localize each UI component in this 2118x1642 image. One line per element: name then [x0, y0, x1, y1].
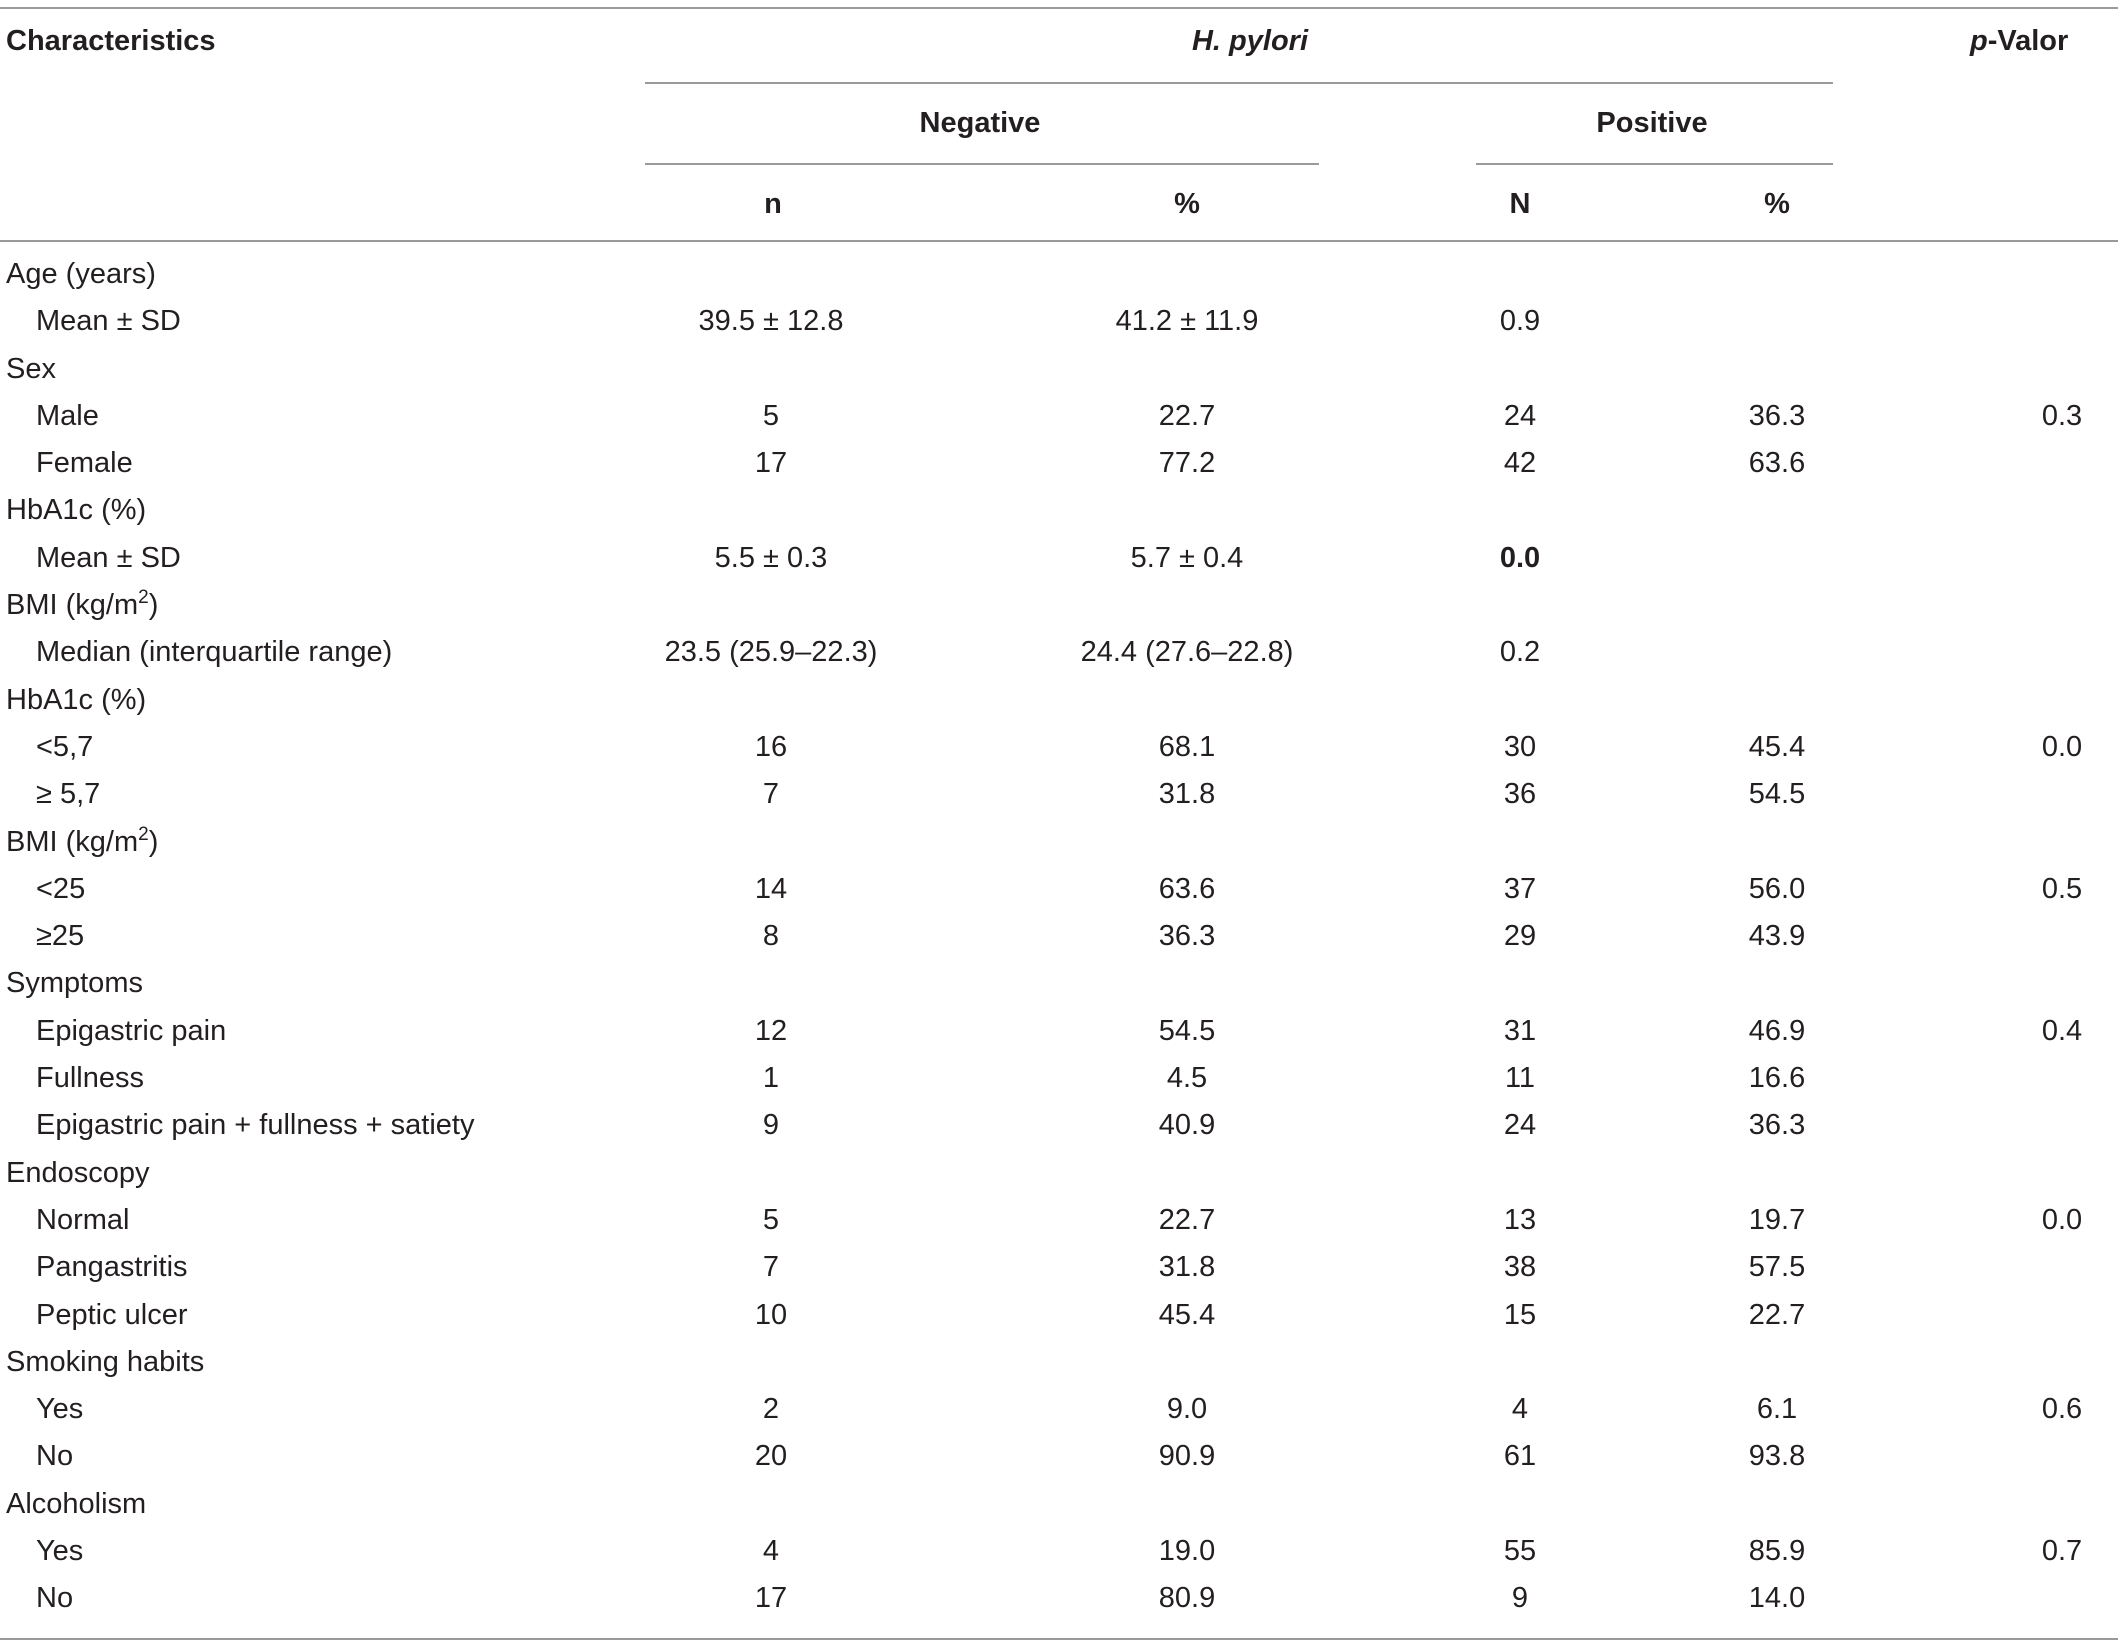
table-row — [0, 298, 2118, 345]
row-label-text: <25 — [36, 872, 86, 905]
row-label — [6, 677, 146, 724]
row-label — [6, 819, 158, 866]
row-label-text: No — [36, 1440, 74, 1473]
table-row — [0, 440, 2118, 487]
table-row — [0, 1292, 2118, 1339]
positive-pct-cell: 56.0 — [1748, 872, 1806, 905]
header-negative: Negative — [919, 107, 1041, 139]
positive-n-cell: 15 — [1503, 1298, 1537, 1331]
row-label — [36, 771, 100, 818]
row-label — [36, 440, 133, 487]
positive-n-cell: 42 — [1503, 447, 1537, 480]
negative-n-cell: 1 — [762, 1062, 780, 1095]
row-label — [36, 1386, 83, 1433]
row-label-text: Symptoms — [6, 967, 143, 1000]
positive-n-cell: 0.0 — [1499, 541, 1541, 574]
row-label — [36, 1055, 144, 1102]
negative-n-cell: 23.5 (25.9–22.3) — [664, 636, 878, 669]
row-label-text: No — [36, 1582, 74, 1615]
negative-pct-cell: 22.7 — [1158, 399, 1216, 432]
table-row — [0, 866, 2118, 913]
table-row — [0, 1528, 2118, 1575]
row-label — [36, 1528, 83, 1575]
negative-pct-cell: 90.9 — [1158, 1440, 1216, 1473]
negative-pct-cell: 31.8 — [1158, 1251, 1216, 1284]
row-label-text: Median (interquartile range) — [36, 636, 393, 669]
row-label — [6, 960, 143, 1007]
positive-n-cell: 13 — [1503, 1203, 1537, 1236]
negative-pct-cell: 4.5 — [1166, 1062, 1208, 1095]
negative-pct-cell: 31.8 — [1158, 778, 1216, 811]
row-label-text: Normal — [36, 1203, 130, 1236]
row-label-text: <5,7 — [36, 730, 94, 763]
row-label-text: Pangastritis — [36, 1251, 188, 1284]
positive-n-cell: 24 — [1503, 1109, 1537, 1142]
negative-n-cell: 39.5 ± 12.8 — [698, 305, 844, 338]
header-negative-pct: % — [1174, 188, 1200, 220]
row-label-text: Mean ± SD — [36, 541, 181, 574]
p-value-cell: 0.4 — [2041, 1014, 2083, 1047]
negative-n-cell: 17 — [754, 1582, 788, 1615]
p-value-cell: 0.0 — [2041, 1203, 2083, 1236]
positive-n-cell: 30 — [1503, 730, 1537, 763]
row-label — [6, 346, 56, 393]
table-section-row — [0, 487, 2118, 534]
table-row — [0, 1197, 2118, 1244]
positive-n-cell: 11 — [1504, 1062, 1536, 1095]
header-bottom-rule — [0, 240, 2118, 242]
negative-n-cell: 12 — [754, 1014, 788, 1047]
table-row — [0, 913, 2118, 960]
row-label-text: Peptic ulcer — [36, 1298, 188, 1331]
header-h-pylori — [1050, 24, 1450, 58]
positive-n-cell: 61 — [1503, 1440, 1537, 1473]
header-h-pylori-text: H. pylori — [1191, 25, 1308, 57]
negative-n-cell: 14 — [754, 872, 788, 905]
row-label-text: HbA1c (%) — [6, 494, 147, 527]
table-section-row — [0, 960, 2118, 1007]
table-row — [0, 1386, 2118, 1433]
table-section-row — [0, 1339, 2118, 1386]
row-label-tail: ) — [148, 825, 159, 858]
negative-n-cell: 7 — [762, 1251, 780, 1284]
negative-n-cell: 8 — [762, 920, 780, 953]
row-label — [36, 1008, 226, 1055]
table-row — [0, 1102, 2118, 1149]
positive-pct-cell: 14.0 — [1748, 1582, 1806, 1615]
table-row — [0, 1575, 2118, 1622]
table-top-rule — [0, 7, 2118, 9]
positive-pct-cell: 6.1 — [1756, 1393, 1798, 1426]
row-label — [36, 1292, 188, 1339]
negative-pct-cell: 36.3 — [1158, 920, 1216, 953]
positive-n-cell: 29 — [1503, 920, 1537, 953]
negative-pct-cell: 80.9 — [1158, 1582, 1216, 1615]
negative-n-cell: 5 — [762, 1203, 780, 1236]
table-body — [0, 251, 2118, 1623]
positive-n-cell: 36 — [1503, 778, 1537, 811]
negative-pct-cell: 54.5 — [1158, 1014, 1216, 1047]
negative-n-cell: 2 — [762, 1393, 780, 1426]
row-label-text: Epigastric pain — [36, 1014, 227, 1047]
table-row — [0, 1008, 2118, 1055]
row-label — [36, 913, 84, 960]
row-label — [6, 251, 156, 298]
header-positive: Positive — [1596, 107, 1708, 139]
row-label — [36, 629, 392, 676]
table-section-row — [0, 1150, 2118, 1197]
negative-pct-cell: 5.7 ± 0.4 — [1130, 541, 1244, 574]
row-label — [6, 1150, 150, 1197]
positive-pct-cell: 85.9 — [1748, 1535, 1806, 1568]
table-section-row — [0, 251, 2118, 298]
p-value-cell: 0.6 — [2041, 1393, 2083, 1426]
row-label — [36, 1244, 188, 1291]
table-row — [0, 393, 2118, 440]
positive-group-rule — [1476, 163, 1833, 165]
row-label-superscript: 2 — [138, 587, 149, 609]
positive-pct-cell: 36.3 — [1748, 399, 1806, 432]
p-value-cell: 0.5 — [2041, 872, 2083, 905]
table-bottom-rule — [0, 1638, 2118, 1640]
row-label-text: BMI (kg/m — [6, 589, 139, 622]
positive-n-cell: 55 — [1503, 1535, 1537, 1568]
table-section-row — [0, 582, 2118, 629]
positive-pct-cell: 45.4 — [1748, 730, 1806, 763]
table-row — [0, 724, 2118, 771]
positive-pct-cell: 54.5 — [1748, 778, 1806, 811]
row-label-text: HbA1c (%) — [6, 683, 147, 716]
row-label-text: Yes — [36, 1535, 84, 1568]
row-label — [36, 393, 99, 440]
row-label — [6, 582, 158, 629]
negative-n-cell: 7 — [762, 778, 780, 811]
row-label-text: Mean ± SD — [36, 305, 181, 338]
positive-pct-cell: 93.8 — [1748, 1440, 1806, 1473]
positive-pct-cell: 57.5 — [1748, 1251, 1806, 1284]
table-section-row — [0, 1481, 2118, 1528]
row-label — [36, 298, 181, 345]
positive-n-cell: 24 — [1503, 399, 1537, 432]
negative-pct-cell: 41.2 ± 11.9 — [1115, 305, 1259, 338]
negative-n-cell: 5.5 ± 0.3 — [714, 541, 828, 574]
row-label — [6, 1481, 146, 1528]
negative-pct-cell: 63.6 — [1158, 872, 1216, 905]
table-row — [0, 535, 2118, 582]
positive-n-cell: 38 — [1503, 1251, 1537, 1284]
negative-pct-cell: 9.0 — [1166, 1393, 1208, 1426]
row-label-text: Smoking habits — [6, 1345, 205, 1378]
negative-n-cell: 5 — [762, 399, 780, 432]
positive-n-cell: 37 — [1503, 872, 1537, 905]
table-section-row — [0, 677, 2118, 724]
positive-pct-cell: 63.6 — [1748, 447, 1806, 480]
header-p-italic: p — [1970, 25, 1988, 57]
negative-n-cell: 9 — [762, 1109, 780, 1142]
negative-n-cell: 17 — [754, 447, 788, 480]
negative-pct-cell: 19.0 — [1158, 1535, 1216, 1568]
positive-pct-cell: 16.6 — [1748, 1062, 1806, 1095]
negative-group-rule — [645, 163, 1319, 165]
negative-pct-cell: 45.4 — [1158, 1298, 1216, 1331]
row-label-text: Fullness — [36, 1062, 144, 1095]
row-label-text: Female — [36, 447, 133, 480]
h-pylori-group-rule — [645, 82, 1833, 84]
table-row — [0, 771, 2118, 818]
p-value-cell: 0.3 — [2041, 399, 2083, 432]
table-row — [0, 629, 2118, 676]
positive-n-cell: 31 — [1503, 1014, 1537, 1047]
row-label — [36, 724, 93, 771]
negative-pct-cell: 22.7 — [1158, 1203, 1216, 1236]
header-p-rest: -Valor — [1987, 25, 2069, 57]
header-negative-n: n — [764, 188, 782, 220]
negative-n-cell: 20 — [754, 1440, 788, 1473]
negative-pct-cell: 77.2 — [1158, 447, 1216, 480]
positive-pct-cell: 43.9 — [1748, 920, 1806, 953]
row-label — [36, 1575, 73, 1622]
table-section-row — [0, 346, 2118, 393]
positive-pct-cell: 19.7 — [1748, 1203, 1806, 1236]
row-label-text: ≥25 — [36, 920, 85, 953]
row-label-text: Male — [36, 399, 99, 432]
positive-pct-cell: 22.7 — [1748, 1298, 1806, 1331]
p-value-cell: 0.7 — [2041, 1535, 2083, 1568]
row-label-text: Age (years) — [6, 258, 156, 290]
table-row — [0, 1244, 2118, 1291]
row-label — [36, 1197, 129, 1244]
header-characteristics: Characteristics — [6, 25, 216, 57]
row-label-superscript: 2 — [138, 823, 149, 845]
negative-pct-cell: 40.9 — [1158, 1109, 1216, 1142]
positive-pct-cell: 46.9 — [1748, 1014, 1806, 1047]
positive-n-cell: 0.2 — [1499, 636, 1541, 669]
header-positive-n: N — [1509, 188, 1531, 220]
row-label — [36, 1102, 474, 1149]
positive-n-cell: 4 — [1511, 1393, 1529, 1426]
row-label — [36, 535, 181, 582]
row-label — [36, 1433, 73, 1480]
row-label-text: Yes — [36, 1393, 84, 1426]
table-row — [0, 1433, 2118, 1480]
positive-pct-cell: 36.3 — [1748, 1109, 1806, 1142]
negative-n-cell: 16 — [754, 730, 788, 763]
table-row — [0, 1055, 2118, 1102]
row-label-text: Epigastric pain + fullness + satiety — [36, 1109, 475, 1142]
row-label-text: Sex — [6, 352, 56, 385]
p-value-cell: 0.0 — [2041, 730, 2083, 763]
row-label-text: Endoscopy — [6, 1156, 150, 1189]
row-label — [36, 866, 85, 913]
negative-pct-cell: 24.4 (27.6–22.8) — [1080, 636, 1294, 669]
positive-n-cell: 0.9 — [1499, 305, 1541, 338]
row-label — [6, 487, 146, 534]
negative-n-cell: 10 — [754, 1298, 788, 1331]
table-section-row — [0, 819, 2118, 866]
row-label-tail: ) — [148, 589, 159, 622]
row-label — [6, 1339, 204, 1386]
header-positive-pct: % — [1764, 188, 1790, 220]
row-label-text: Alcoholism — [6, 1487, 147, 1520]
row-label-text: BMI (kg/m — [6, 825, 139, 858]
negative-n-cell: 4 — [762, 1535, 780, 1568]
header-p-value — [1970, 24, 2068, 58]
row-label-text: ≥ 5,7 — [36, 778, 101, 811]
positive-n-cell: 9 — [1511, 1582, 1529, 1615]
negative-pct-cell: 68.1 — [1158, 730, 1216, 763]
